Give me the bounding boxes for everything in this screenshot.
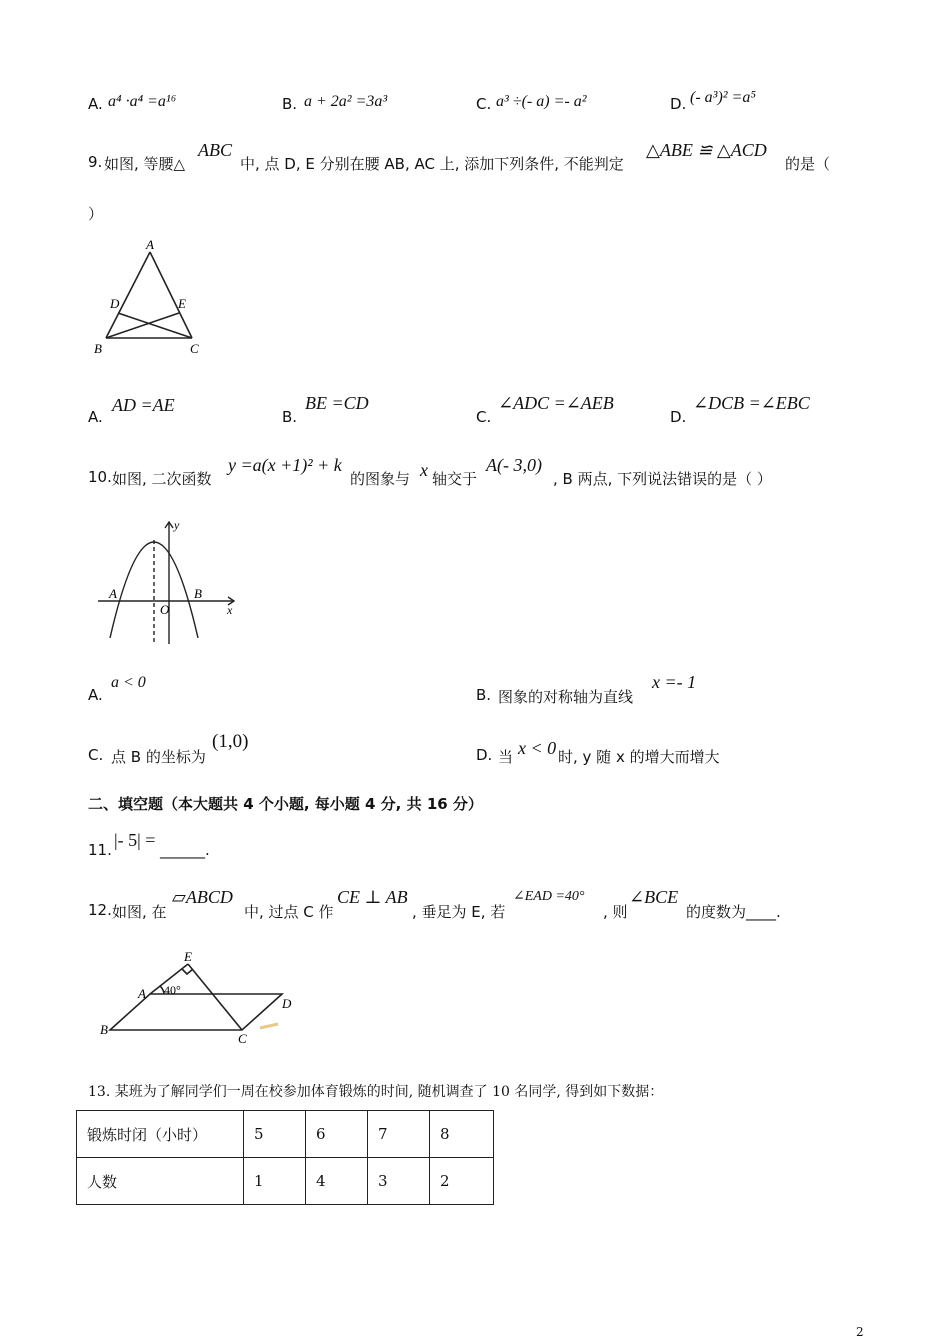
q10-option-d-text-post: 时, y 随 x 的增大而增大 [558,748,720,766]
q12-label-b: B [100,1022,108,1037]
q9-label-b: B [94,341,102,356]
q10-text-3: 轴交于 [432,470,478,488]
q10-number: 10. [88,468,112,486]
q9-option-d-expr: ∠DCB =∠EBC [693,393,810,413]
q12-parallelogram: ▱ABCD [172,887,233,907]
q12-angle-ead: ∠EAD =40° [513,889,585,904]
q11-expr: |- 5| = [114,830,156,850]
q8-option-a-label: A. [88,95,103,113]
q10-option-c-text: 点 B 的坐标为 [111,748,206,766]
q10-option-a-expr: a < 0 [111,674,146,691]
q8-option-d-label: D. [670,95,687,113]
q12-segment-ec [188,964,242,1030]
q12-parallelogram-shape [110,994,282,1030]
q13-table [76,1110,494,1205]
q9-option-a-expr: AD =AE [112,395,175,415]
q8-option-d-expr: (- a³)² =a⁵ [690,89,756,106]
q12-perpendicular: CE ⊥ AB [337,887,408,907]
q10-text-4: , B 两点, 下列说法错误的是（ ） [553,470,772,488]
q9-option-b-expr: BE =CD [305,393,369,413]
q12-text-5: 的度数为____. [686,903,781,921]
q10-option-b-label: B. [476,686,492,704]
q10-option-d-label: D. [476,746,493,764]
q12-text-2: 中, 过点 C 作 [244,903,334,921]
table-cell: 7 [368,1111,430,1158]
q12-label-e: E [184,950,192,964]
q12-text-3: , 垂足为 E, 若 [412,903,506,921]
q9-label-c: C [190,341,199,356]
table-row [77,1158,494,1205]
q12-figure [96,950,296,1050]
q9-option-b-label: B. [282,408,298,426]
q13-text: 13. 某班为了解同学们一周在校参加体育锻炼的时间, 随机调查了 10 名同学, 得到如下数据： [88,1084,664,1100]
q12-angle-bce: ∠BCE [629,887,679,907]
table-cell: 2 [430,1158,494,1205]
table-cell: 4 [306,1158,368,1205]
table-cell: 3 [368,1158,430,1205]
q10-label-y: y [174,518,180,532]
q12-right-angle-mark [182,969,193,974]
q10-option-a-label: A. [88,686,103,704]
q9-congruence: △ABE ≌ △ACD [646,140,767,160]
table-cell: 8 [430,1111,494,1158]
q12-label-c: C [238,1031,247,1046]
table-cell: 5 [244,1111,306,1158]
q12-number: 12. [88,901,112,919]
q10-option-d-expr: x < 0 [518,738,557,758]
q11-number: 11. [88,841,112,859]
q10-option-b-expr: x =- 1 [652,672,697,692]
q12-scan-mark [260,1024,278,1028]
q9-figure [88,236,208,358]
q12-label-d: D [282,996,292,1011]
table-cell: 锻炼时闭（小时） [77,1111,244,1158]
q10-text-1: 如图, 二次函数 [112,470,212,488]
q8-option-c-label: C. [476,95,492,113]
q10-function: y =a(x +1)² + k [228,455,342,475]
q10-figure [96,516,240,646]
q9-triangle: ABC [198,140,232,160]
q10-point-a: A(- 3,0) [486,455,542,475]
q9-text-1: 如图, 等腰△ [104,155,186,173]
table-cell: 人数 [77,1158,244,1205]
q9-text-3: 的是（ [785,155,831,173]
table-row [77,1111,494,1158]
q9-text-2: 中, 点 D, E 分别在腰 AB, AC 上, 添加下列条件, 不能判定 [240,155,624,173]
q10-option-c-expr: (1,0) [212,731,249,752]
table-cell: 1 [244,1158,306,1205]
q10-option-b-text: 图象的对称轴为直线 [498,688,634,706]
q9-label-a: A [146,237,154,252]
q9-option-c-expr: ∠ADC =∠AEB [498,393,614,413]
q9-label-e: E [178,296,186,311]
q8-option-b-label: B. [282,95,298,113]
q9-label-d: D [110,296,120,311]
q12-label-angle: 40° [164,983,181,997]
q10-label-a: A [109,586,117,601]
q12-text-1: 如图, 在 [112,903,167,921]
q10-label-b: B [194,586,202,601]
q10-x-var: x [420,460,428,480]
q11-blank: ______. [160,841,210,859]
q10-option-c-label: C. [88,746,104,764]
page-number: 2 [856,1325,864,1339]
q10-text-2: 的图象与 [350,470,411,488]
q9-text-4: ） [88,205,104,223]
q9-option-a-label: A. [88,408,103,426]
q8-option-a-expr: a⁴ ·a⁴ =a¹⁶ [108,93,177,110]
q10-label-x: x [227,603,233,617]
q12-text-4: , 则 [603,903,628,921]
q10-label-o: O [160,602,170,617]
table-cell: 6 [306,1111,368,1158]
q8-option-b-expr: a + 2a² =3a³ [304,93,388,110]
section-2-heading: 二、填空题（本大题共 4 个小题, 每小题 4 分, 共 16 分） [88,795,483,813]
q8-option-c-expr: a³ ÷(- a) =- a² [496,93,587,110]
q9-option-c-label: C. [476,408,492,426]
q9-number: 9. [88,153,103,171]
q9-option-d-label: D. [670,408,687,426]
q10-option-d-text-pre: 当 [498,748,514,766]
q12-label-a: A [138,986,146,1001]
